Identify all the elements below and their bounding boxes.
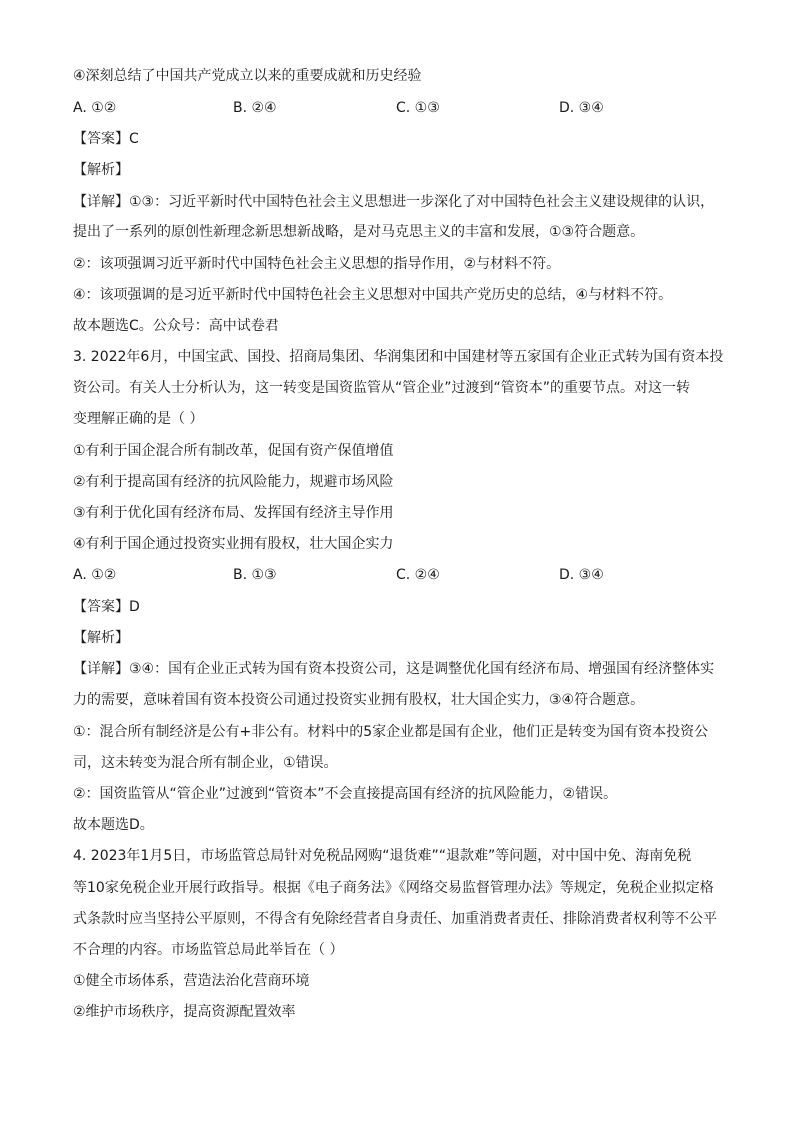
q3-option-3: ③有利于优化国有经济布局、发挥国有经济主导作用 [73, 505, 394, 521]
q2-choices [73, 98, 733, 118]
q4-option-1: ①健全市场体系，营造法治化营商环境 [73, 973, 310, 989]
q3-stem-line: 变理解正确的是（ ） [73, 411, 204, 427]
q3-conclusion: 故本题选D。 [73, 817, 154, 833]
q4-stem-line: 式条款时应当坚持公平原则，不得含有免除经营者自身责任、加重消费者责任、排除消费者权利等不公平 [73, 911, 717, 927]
q2-detail-line: ④：该项强调的是习近平新时代中国特色社会主义思想对中国共产党历史的总结，④与材料不符。 [73, 287, 673, 303]
q3-choice-b: B. ①③ [233, 567, 277, 583]
q3-choice-c: C. ②④ [396, 567, 440, 583]
q3-analysis-label: 【解析】 [73, 630, 129, 646]
q3-option-2: ②有利于提高国有经济的抗风险能力，规避市场风险 [73, 474, 394, 490]
q2-option-4: ④深刻总结了中国共产党成立以来的重要成就和历史经验 [73, 68, 422, 84]
q3-choices [73, 565, 733, 585]
q3-choice-d: D. ③④ [559, 567, 604, 583]
q2-conclusion: 故本题选C。公众号：高中试卷君 [73, 318, 279, 334]
q3-detail-line: 司，这未转变为混合所有制企业，①错误。 [73, 755, 338, 771]
q4-stem-line: 不合理的内容。市场监管总局此举旨在（ ） [73, 942, 344, 958]
q3-detail-line: ②：国资监管从“管企业”过渡到“管资本”不会直接提高国有经济的抗风险能力，②错误。 [73, 786, 618, 802]
q2-choice-a: A. ①② [73, 100, 117, 116]
q2-detail-line: 【详解】①③：习近平新时代中国特色社会主义思想进一步深化了对中国特色社会主义建设规律的认识， [73, 194, 715, 210]
q3-detail-line: 【详解】③④：国有企业正式转为国有资本投资公司，这是调整优化国有经济布局、增强国有经济整体实 [73, 661, 715, 677]
q3-option-4: ④有利于国企通过投资实业拥有股权，壮大国企实力 [73, 536, 394, 552]
q3-stem-line: 资公司。有关人士分析认为，这一转变是国资监管从“管企业”过渡到“管资本”的重要节点。对这一转 [73, 380, 691, 396]
q2-choice-b: B. ②④ [233, 100, 277, 116]
q3-detail-line: ①：混合所有制经济是公有+非公有。材料中的5家企业都是国有企业，他们正是转变为国有资本投资公 [73, 724, 709, 740]
q3-detail-line: 力的需要，意味着国有资本投资公司通过投资实业拥有股权，壮大国企实力，③④符合题意。 [73, 692, 645, 708]
q4-stem-line: 等10家免税企业开展行政指导。根据《电子商务法》《网络交易监督管理办法》等规定，免税企业拟定格 [73, 880, 714, 896]
q2-choice-c: C. ①③ [396, 100, 440, 116]
q2-detail-line: ②：该项强调习近平新时代中国特色社会主义思想的指导作用，②与材料不符。 [73, 256, 561, 272]
q2-choice-d: D. ③④ [559, 100, 604, 116]
q3-stem-line: 3. 2022年6月，中国宝武、国投、招商局集团、华润集团和中国建材等五家国有企业正式转为国有资本投 [73, 349, 724, 365]
q3-option-1: ①有利于国企混合所有制改革，促国有资产保值增值 [73, 443, 394, 459]
q2-answer: 【答案】C [73, 131, 139, 147]
q4-stem-line: 4. 2023年1月5日，市场监管总局针对免税品网购“退货难”“退款难”等问题，对中国中免、海南免税 [73, 848, 692, 864]
q3-answer: 【答案】D [73, 599, 140, 615]
q3-choice-a: A. ①② [73, 567, 117, 583]
q2-analysis-label: 【解析】 [73, 162, 129, 178]
q4-option-2: ②维护市场秩序，提高资源配置效率 [73, 1004, 296, 1020]
q2-detail-line: 提出了一系列的原创性新理念新思想新战略，是对马克思主义的丰富和发展，①③符合题意。 [73, 224, 645, 240]
